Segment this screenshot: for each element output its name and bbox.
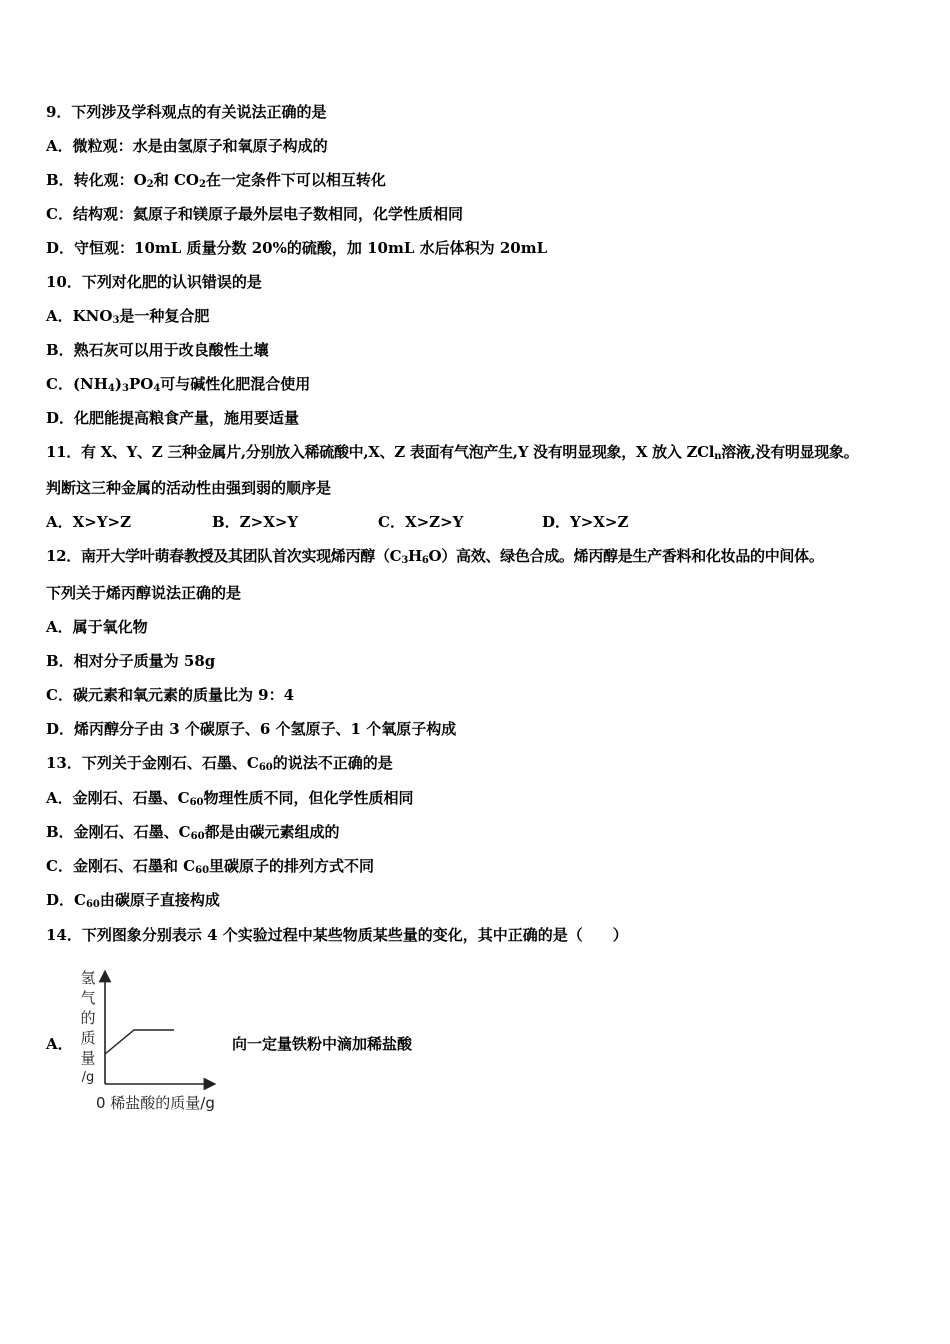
q11-option-a: A．X>Y>Z [46, 513, 132, 531]
q12-stem: 12．南开大学叶萌春教授及其团队首次实现烯丙醇$(C_3H_6O)$高效、绿色合成。烯丙醇是生产香料和化妆品的中间体。 [46, 547, 824, 566]
q13-option-c: C．金刚石、石墨和 $C_{60}$里碳原子的排列方式不同 [46, 857, 375, 876]
y-axis-label: 氢 气 的 质 量 /g [80, 969, 96, 1085]
q13-option-d: D．$C_{60}$由碳原子直接构成 [46, 891, 220, 910]
q9-stem: 9．下列涉及学科观点的有关说法正确的是 [46, 103, 327, 121]
q12-option-d: D．烯丙醇分子由 3 个碳原子、6 个氢原子、1 个氧原子构成 [46, 720, 457, 738]
q14-option-a-description: 向一定量铁粉中滴加稀盐酸 [232, 1035, 413, 1053]
q11-stem-line2: 判断这三种金属的活动性由强到弱的顺序是 [46, 479, 332, 497]
q11-option-c: C．X>Z>Y [378, 513, 464, 531]
q10-option-c: C．$(NH_4)_3PO_4$可与碱性化肥混合使用 [46, 375, 311, 394]
q10-option-d: D．化肥能提高粮食产量，施用要适量 [46, 409, 300, 427]
q11-option-b: B．Z>X>Y [212, 513, 299, 531]
x-axis-label: 0 稀盐酸的质量/g [96, 1094, 215, 1112]
q12-option-c: C．碳元素和氧元素的质量比为 9：4 [46, 686, 295, 704]
q11-option-d: D．Y>X>Z [542, 513, 629, 531]
q9-option-d: D．守恒观：10mL 质量分数 20%的硫酸，加 10mL 水后体积为 20mL [46, 239, 548, 257]
q14-option-a-graph [72, 964, 242, 1114]
q9-option-c: C．结构观：氦原子和镁原子最外层电子数相同，化学性质相同 [46, 205, 463, 223]
q10-option-a: A．$KNO_3$是一种复合肥 [46, 307, 210, 326]
q10-stem: 10．下列对化肥的认识错误的是 [46, 273, 262, 291]
data-curve [105, 1030, 174, 1054]
q12-option-b: B．相对分子质量为 58g [46, 652, 216, 670]
q9-option-b: B．转化观：$O_2$和 $CO_2$在一定条件下可以相互转化 [46, 171, 386, 190]
q13-option-b: B．金刚石、石墨、$C_{60}$都是由碳元素组成的 [46, 823, 340, 842]
q10-option-b: B．熟石灰可以用于改良酸性土壤 [46, 341, 269, 359]
q14-stem: 14．下列图象分别表示 4 个实验过程中某些物质某些量的变化，其中正确的是（ ） [46, 926, 628, 944]
q14-option-a-label: A． [46, 1035, 73, 1053]
q9-option-a: A．微粒观：水是由氢原子和氧原子构成的 [46, 137, 328, 155]
q13-stem: 13．下列关于金刚石、石墨、$C_{60}$的说法不正确的是 [46, 754, 393, 773]
q11-stem: 11．有 X、Y、Z 三种金属片,分别放入稀硫酸中,X、Z 表面有气泡产生,Y 没有明显现象，X 放入 ZCl$_n$溶液,没有明显现象。 [46, 443, 859, 462]
q12-stem-line2: 下列关于烯丙醇说法正确的是 [46, 584, 242, 602]
q13-option-a: A．金刚石、石墨、$C_{60}$物理性质不同，但化学性质相同 [46, 789, 414, 808]
q12-option-a: A．属于氧化物 [46, 618, 148, 636]
